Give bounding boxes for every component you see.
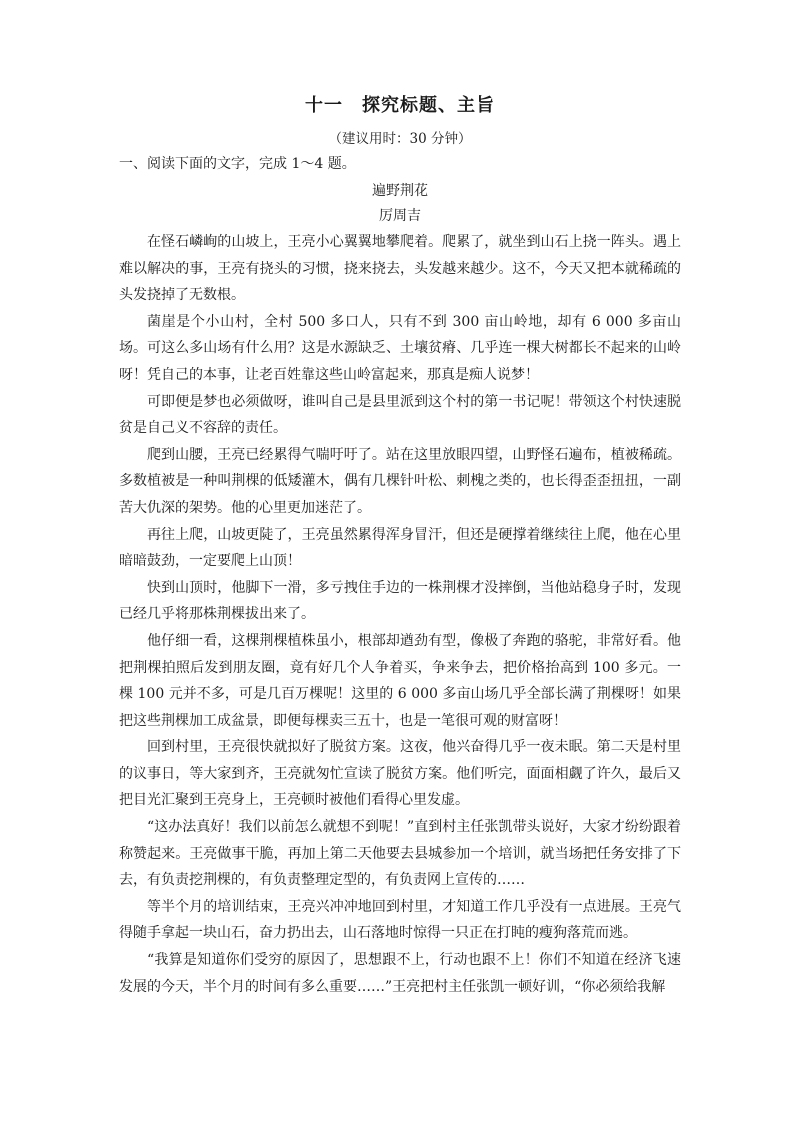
paragraph-5: 再往上爬，山坡更陡了，王亮虽然累得浑身冒汗，但还是硬撑着继续往上爬，他在心里暗暗鼓劲，一定要爬上山顶！ — [119, 526, 681, 570]
paragraph-9: “这办法真好！我们以前怎么就想不到呢！”直到村主任张凯带头说好，大家才纷纷跟着称赞起来。王亮做事干脆，再加上第二天他要去县城参加一个培训，就当场把任务安排了下去，有负责挖荆棵的，有负责整理定型的，有负责网上宣传的…… — [119, 819, 681, 889]
article-title: 遍野荆花 — [372, 183, 428, 199]
article-author: 厉周吉 — [379, 208, 421, 224]
time-hint: （建议用时：30 分钟） — [328, 131, 472, 147]
paragraph-11: “我算是知道你们受穷的原因了，思想跟不上，行动也跟不上！你们不知道在经济飞速发展的今天，半个月的时间有多么重要……”王亮把村主任张凯一顿好训，“你必须给我解 — [119, 952, 681, 995]
paragraph-2: 菌崖是个小山村，全村 500 多口人，只有不到 300 亩山岭地，却有 6 000 多亩山场。可这么多山场有什么用？这是水源缺乏、土壤贫瘠、几乎连一棵大树都长不起来的山岭呀！凭自己的本事，让老百姓靠这些山岭富起来，那真是痴人说梦！ — [119, 313, 681, 383]
paragraph-3: 可即便是梦也必须做呀，谁叫自己是县里派到这个村的第一书记呢！带领这个村快速脱贫是自己义不容辞的责任。 — [119, 393, 681, 437]
paragraph-6: 快到山顶时，他脚下一滑，多亏拽住手边的一株荆棵才没摔倒，当他站稳身子时，发现已经几乎将那株荆棵拔出来了。 — [119, 579, 681, 623]
paragraph-1: 在怪石嶙峋的山坡上，王亮小心翼翼地攀爬着。爬累了，就坐到山石上挠一阵头。遇上难以解决的事，王亮有挠头的习惯，挠来挠去，头发越来越少。这不，今天又把本就稀疏的头发挠掉了无数根。 — [119, 234, 681, 304]
page-title: 十一 探究标题、主旨 — [305, 95, 495, 116]
article-body — [119, 229, 681, 1000]
document-page — [119, 92, 681, 1000]
paragraph-7: 他仔细一看，这棵荆棵植株虽小，根部却遒劲有型，像极了奔跑的骆驼，非常好看。他把荆棵拍照后发到朋友圈，竟有好几个人争着买，争来争去，把价格抬高到 100 多元。一棵 100 元并不多，可是几百万棵呢！这里的 6 000 多亩山场几乎全部长满了荆棵呀！如果把这些荆棵加工成盆景，即便每棵卖三五十，也是一笔很可观的财富呀！ — [119, 632, 681, 729]
paragraph-8: 回到村里，王亮很快就拟好了脱贫方案。这夜，他兴奋得几乎一夜未眠。第二天是村里的议事日，等大家到齐，王亮就匆忙宣读了脱贫方案。他们听完，面面相觑了许久，最后又把目光汇聚到王亮身上，王亮顿时被他们看得心里发虚。 — [119, 739, 681, 809]
paragraph-10: 等半个月的培训结束，王亮兴冲冲地回到村里，才知道工作几乎没有一点进展。王亮气得随手拿起一块山石，奋力扔出去，山石落地时惊得一只正在打盹的瘦狗落荒而逃。 — [119, 898, 681, 942]
paragraph-4: 爬到山腰，王亮已经累得气喘吁吁了。站在这里放眼四望，山野怪石遍布，植被稀疏。多数植被是一种叫荆棵的低矮灌木，偶有几棵针叶松、刺槐之类的，也长得歪歪扭扭，一副苦大仇深的架势。他的心里更加迷茫了。 — [119, 446, 681, 516]
section-instruction: 一、阅读下面的文字，完成 1～4 题。 — [119, 156, 356, 172]
